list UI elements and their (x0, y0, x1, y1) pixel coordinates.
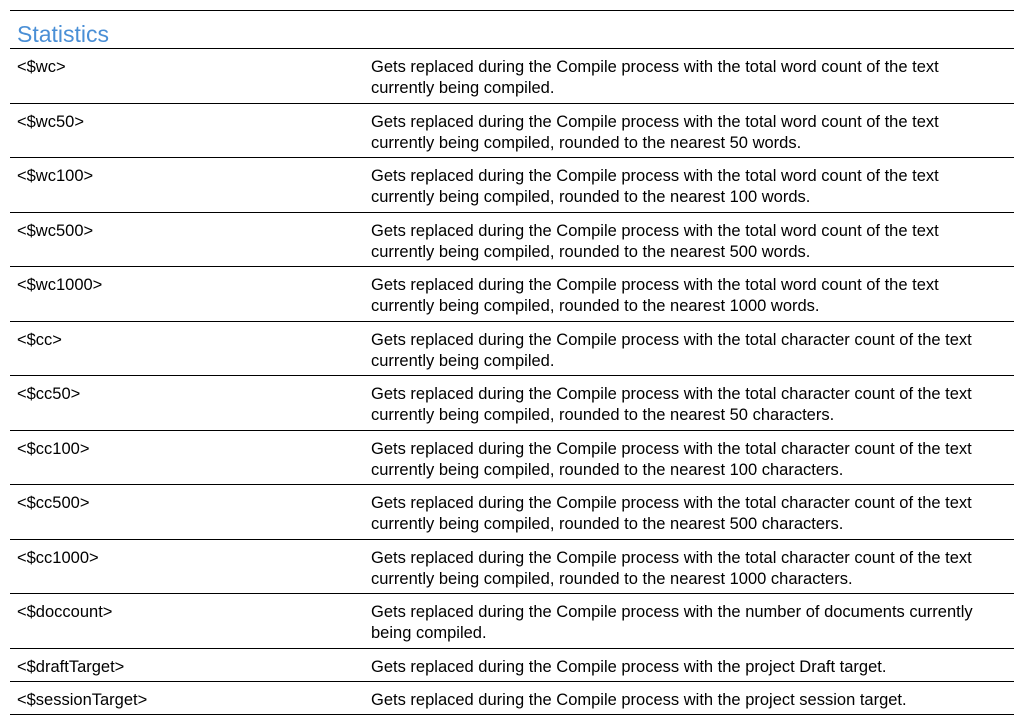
table-row (10, 267, 1014, 322)
section-title: Statistics (10, 11, 1014, 49)
placeholder-description: Gets replaced during the Compile process with the total character count of the text currently being compiled. (371, 330, 972, 370)
placeholder-tag: <$cc500> (17, 494, 90, 512)
table-row (10, 49, 1014, 104)
placeholder-description: Gets replaced during the Compile process with the total word count of the text currently being compiled, rounded to the nearest 100 words. (371, 167, 939, 206)
placeholder-tag: <$cc50> (17, 385, 81, 403)
table-row (10, 485, 1014, 540)
placeholder-tag: <$wc500> (17, 221, 94, 240)
statistics-table (10, 10, 1014, 715)
placeholder-description: Gets replaced during the Compile process with the total word count of the text currently being compiled, rounded to the nearest 50 words. (371, 112, 939, 152)
placeholder-tag: <$wc1000> (17, 276, 103, 294)
table-row (10, 104, 1014, 159)
table-row (10, 158, 1014, 213)
placeholder-tag: <$cc> (17, 330, 62, 349)
placeholder-tag: <$wc50> (17, 112, 84, 131)
table-row (10, 322, 1014, 377)
placeholder-tag: <$doccount> (17, 603, 113, 621)
table-row (10, 376, 1014, 431)
placeholder-description: Gets replaced during the Compile process with the number of documents currently being compiled. (371, 603, 973, 642)
table-row (10, 431, 1014, 486)
placeholder-description: Gets replaced during the Compile process with the total character count of the text currently being compiled, rounded to the nearest 1000 characters. (371, 548, 972, 588)
placeholder-description: Gets replaced during the Compile process with the total character count of the text currently being compiled, rounded to the nearest 100 characters. (371, 439, 972, 479)
placeholder-description: Gets replaced during the Compile process with the project Draft target. (371, 657, 887, 676)
table-row (10, 682, 1014, 715)
placeholder-tag: <$cc100> (17, 439, 90, 458)
placeholder-description: Gets replaced during the Compile process with the total character count of the text currently being compiled, rounded to the nearest 500 characters. (371, 494, 972, 533)
placeholder-tag: <$draftTarget> (17, 657, 125, 676)
table-row (10, 649, 1014, 682)
placeholder-tag: <$wc100> (17, 167, 94, 185)
table-row (10, 594, 1014, 649)
table-row (10, 540, 1014, 595)
placeholder-description: Gets replaced during the Compile process with the total word count of the text currently being compiled, rounded to the nearest 1000 words. (371, 276, 939, 315)
placeholder-description: Gets replaced during the Compile process with the total character count of the text currently being compiled, rounded to the nearest 50 characters. (371, 385, 972, 424)
placeholder-description: Gets replaced during the Compile process with the total word count of the text currently being compiled, rounded to the nearest 500 words. (371, 221, 939, 261)
table-row (10, 213, 1014, 268)
placeholder-tag: <$wc> (17, 58, 66, 76)
placeholder-description: Gets replaced during the Compile process with the project session target. (371, 690, 907, 709)
placeholder-description: Gets replaced during the Compile process with the total word count of the text currently being compiled. (371, 58, 939, 97)
placeholder-tag: <$cc1000> (17, 548, 99, 567)
placeholder-tag: <$sessionTarget> (17, 690, 148, 709)
